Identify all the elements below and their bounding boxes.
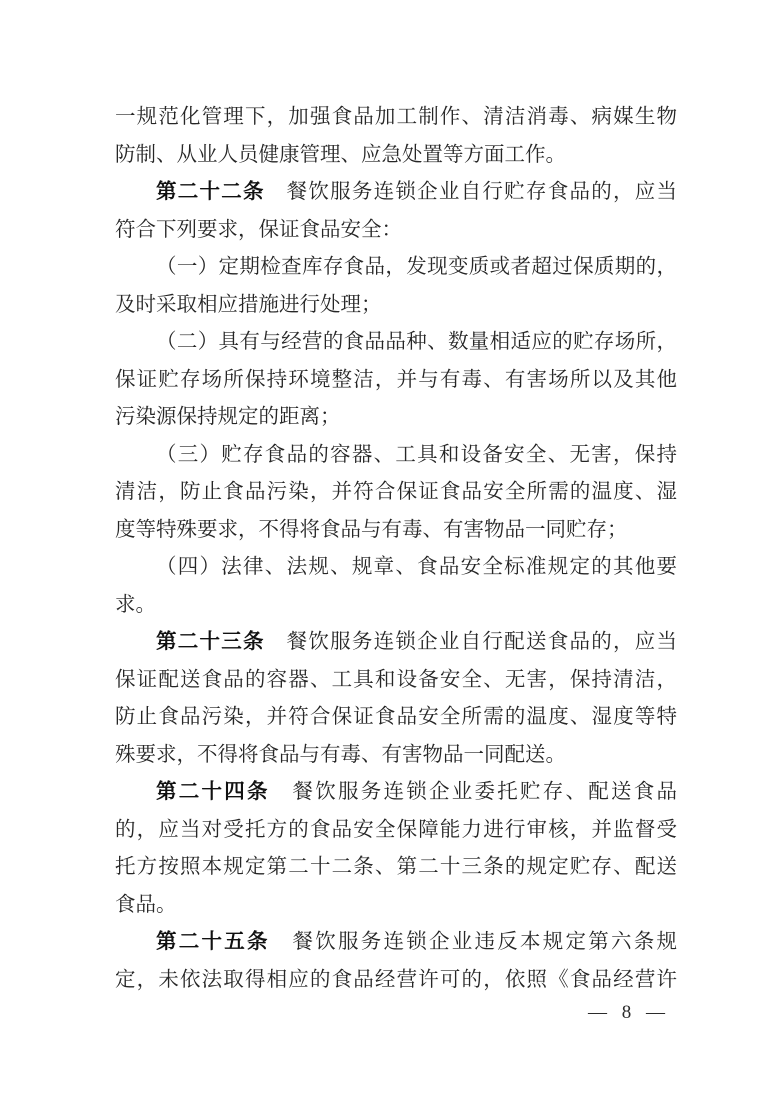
article-number: 第二十五条 (156, 931, 270, 953)
text-line (115, 474, 677, 512)
line-text: 保证配送食品的容器、工具和设备安全、无害，保持清洁， (115, 668, 677, 691)
line-text: 餐饮服务连锁企业自行贮存食品的，应当 (264, 181, 678, 203)
text-line (115, 812, 677, 850)
text-line (115, 662, 677, 700)
text-line (115, 437, 677, 475)
line-text: 求。 (115, 593, 156, 616)
document-body (115, 99, 677, 999)
line-text: （四）法律、法规、规章、食品安全标准规定的其他要 (156, 556, 677, 578)
line-text: 防制、从业人员健康管理、应急处置等方面工作。 (115, 143, 566, 166)
text-line (115, 287, 677, 325)
article-number: 第二十四条 (156, 781, 270, 803)
text-line (115, 174, 677, 212)
line-text: 定，未依法取得相应的食品经营许可的，依照《食品经营许 (115, 968, 677, 991)
text-line (115, 549, 677, 587)
line-text: 一规范化管理下，加强食品加工制作、清洁消毒、病媒生物 (115, 106, 677, 128)
text-line (115, 887, 677, 925)
line-text: 污染源保持规定的距离； (115, 406, 341, 428)
article-number: 第二十三条 (156, 631, 265, 653)
line-text: 度等特殊要求，不得将食品与有毒、有害物品一同贮存； (115, 518, 628, 541)
line-text: 食品。 (115, 893, 177, 916)
line-text: 符合下列要求，保证食品安全： (115, 218, 402, 241)
line-text: 餐饮服务连锁企业违反本规定第六条规 (269, 931, 677, 953)
page-number: — 8 — (588, 1002, 670, 1023)
text-line (115, 962, 677, 1000)
text-line (115, 399, 677, 437)
line-text: 餐饮服务连锁企业自行配送食品的，应当 (264, 631, 678, 653)
line-text: 清洁，防止食品污染，并符合保证食品安全所需的温度、湿 (115, 481, 677, 503)
line-text: 托方按照本规定第二十二条、第二十三条的规定贮存、配送 (115, 856, 677, 878)
text-line (115, 512, 677, 550)
line-text: 殊要求，不得将食品与有毒、有害物品一同配送。 (115, 743, 566, 766)
text-line (115, 849, 677, 887)
text-line (115, 99, 677, 137)
text-line (115, 587, 677, 625)
text-line (115, 137, 677, 175)
text-line (115, 737, 677, 775)
text-line (115, 699, 677, 737)
text-line (115, 362, 677, 400)
text-line (115, 924, 677, 962)
line-text: （一）定期检查库存食品，发现变质或者超过保质期的， (156, 256, 677, 278)
text-line (115, 624, 677, 662)
line-text: （二）具有与经营的食品品种、数量相适应的贮存场所， (156, 331, 677, 353)
line-text: 及时采取相应措施进行处理； (115, 293, 382, 316)
line-text: 餐饮服务连锁企业委托贮存、配送食品 (269, 781, 677, 803)
text-line (115, 212, 677, 250)
line-text: （三）贮存食品的容器、工具和设备安全、无害，保持 (156, 443, 677, 466)
line-text: 的，应当对受托方的食品安全保障能力进行审核，并监督受 (115, 818, 677, 841)
line-text: 防止食品污染，并符合保证食品安全所需的温度、湿度等特 (115, 706, 677, 728)
text-line (115, 324, 677, 362)
text-line (115, 774, 677, 812)
text-line (115, 249, 677, 287)
article-number: 第二十二条 (156, 181, 265, 203)
line-text: 保证贮存场所保持环境整洁，并与有毒、有害场所以及其他 (115, 368, 677, 391)
